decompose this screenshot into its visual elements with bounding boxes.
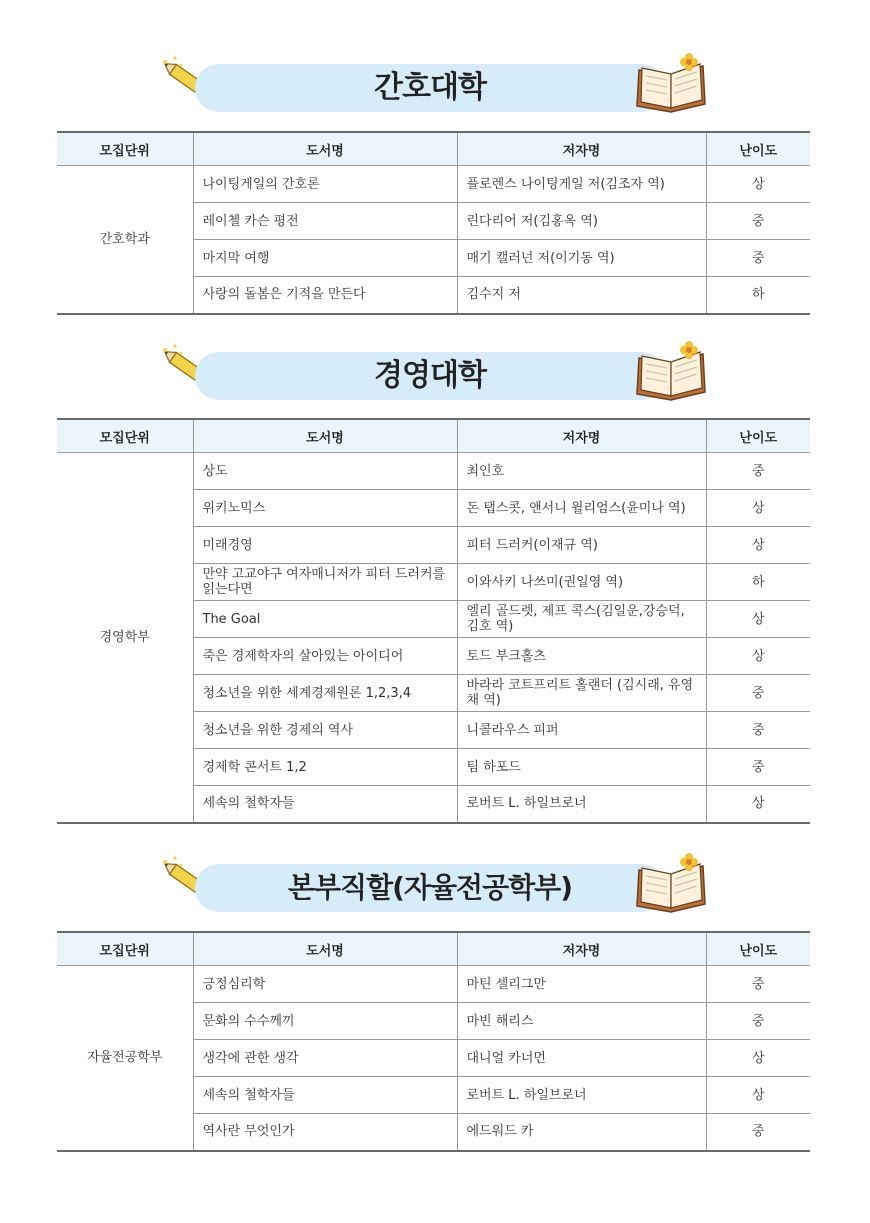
book-author: 매기 캘러넌 저(이기동 역) bbox=[457, 240, 706, 277]
book-author: 에드워드 카 bbox=[457, 1114, 706, 1151]
book-level: 상 bbox=[706, 527, 810, 564]
open-book-icon bbox=[633, 852, 709, 916]
book-title: 상도 bbox=[193, 453, 457, 490]
book-title: 만약 고교야구 여자매니저가 피터 드러커를 읽는다면 bbox=[193, 564, 457, 601]
unit-cell: 경영학부 bbox=[57, 453, 193, 823]
book-level: 상 bbox=[706, 166, 810, 203]
book-title: 미래경영 bbox=[193, 527, 457, 564]
header-author: 저자명 bbox=[457, 132, 706, 166]
book-author: 로버트 L. 하일브로너 bbox=[457, 786, 706, 823]
open-book-icon bbox=[633, 52, 709, 116]
book-author: 팀 하포드 bbox=[457, 749, 706, 786]
book-author: 플로렌스 나이팅게일 저(김조자 역) bbox=[457, 166, 706, 203]
header-title: 도서명 bbox=[193, 419, 457, 453]
book-author: 로버트 L. 하일브로너 bbox=[457, 1077, 706, 1114]
book-author: 린다리어 저(김홍옥 역) bbox=[457, 203, 706, 240]
header-level: 난이도 bbox=[706, 419, 810, 453]
table-header-row bbox=[57, 132, 810, 166]
booklist-table bbox=[57, 131, 810, 315]
book-level: 하 bbox=[706, 564, 810, 601]
section-banner bbox=[155, 52, 715, 122]
unit-cell: 간호학과 bbox=[57, 166, 193, 314]
book-level: 중 bbox=[706, 453, 810, 490]
book-level: 상 bbox=[706, 786, 810, 823]
table-header-row bbox=[57, 419, 810, 453]
book-title: 세속의 철학자들 bbox=[193, 1077, 457, 1114]
booklist-table bbox=[57, 931, 810, 1152]
table-row bbox=[57, 453, 810, 490]
book-level: 상 bbox=[706, 1077, 810, 1114]
book-level: 중 bbox=[706, 1003, 810, 1040]
book-title: 경제학 콘서트 1,2 bbox=[193, 749, 457, 786]
book-title: 사랑의 돌봄은 기적을 만든다 bbox=[193, 277, 457, 314]
book-author: 엘리 골드렛, 제프 콕스(김일운,강승덕,김호 역) bbox=[457, 601, 706, 638]
book-title: 레이첼 카슨 평전 bbox=[193, 203, 457, 240]
book-author: 이와사키 나쓰미(권일영 역) bbox=[457, 564, 706, 601]
booklist-table bbox=[57, 418, 810, 824]
book-title: 마지막 여행 bbox=[193, 240, 457, 277]
header-level: 난이도 bbox=[706, 132, 810, 166]
header-title: 도서명 bbox=[193, 932, 457, 966]
book-level: 상 bbox=[706, 1040, 810, 1077]
book-level: 상 bbox=[706, 490, 810, 527]
table-row bbox=[57, 166, 810, 203]
table-header-row bbox=[57, 932, 810, 966]
book-author: 니콜라우스 피퍼 bbox=[457, 712, 706, 749]
book-title: 역사란 무엇인가 bbox=[193, 1114, 457, 1151]
book-title: The Goal bbox=[193, 601, 457, 638]
book-title: 긍정심리학 bbox=[193, 966, 457, 1003]
header-unit: 모집단위 bbox=[57, 419, 193, 453]
book-author: 돈 탭스콧, 앤서니 윌리엄스(윤미나 역) bbox=[457, 490, 706, 527]
section-heading: 간호대학 bbox=[374, 70, 486, 105]
section-heading: 본부직할(자율전공학부) bbox=[287, 871, 573, 904]
book-author: 최인호 bbox=[457, 453, 706, 490]
book-level: 중 bbox=[706, 1114, 810, 1151]
unit-cell: 자율전공학부 bbox=[57, 966, 193, 1151]
header-author: 저자명 bbox=[457, 932, 706, 966]
book-title: 죽은 경제학자의 살아있는 아이디어 bbox=[193, 638, 457, 675]
book-author: 마틴 셀리그만 bbox=[457, 966, 706, 1003]
book-level: 하 bbox=[706, 277, 810, 314]
book-title: 청소년을 위한 경제의 역사 bbox=[193, 712, 457, 749]
book-level: 중 bbox=[706, 712, 810, 749]
book-author: 토드 부크홀츠 bbox=[457, 638, 706, 675]
book-author: 피터 드러커(이재규 역) bbox=[457, 527, 706, 564]
section-banner bbox=[155, 852, 715, 922]
header-author: 저자명 bbox=[457, 419, 706, 453]
table-row bbox=[57, 966, 810, 1003]
book-level: 상 bbox=[706, 601, 810, 638]
book-title: 생각에 관한 생각 bbox=[193, 1040, 457, 1077]
book-level: 중 bbox=[706, 203, 810, 240]
book-title: 문화의 수수께끼 bbox=[193, 1003, 457, 1040]
book-level: 중 bbox=[706, 749, 810, 786]
book-level: 상 bbox=[706, 638, 810, 675]
book-level: 중 bbox=[706, 240, 810, 277]
header-unit: 모집단위 bbox=[57, 932, 193, 966]
header-title: 도서명 bbox=[193, 132, 457, 166]
book-title: 위키노믹스 bbox=[193, 490, 457, 527]
book-title: 세속의 철학자들 bbox=[193, 786, 457, 823]
book-author: 마빈 해리스 bbox=[457, 1003, 706, 1040]
book-title: 나이팅게일의 간호론 bbox=[193, 166, 457, 203]
book-author: 대니얼 카너먼 bbox=[457, 1040, 706, 1077]
book-title: 청소년을 위한 세계경제원론 1,2,3,4 bbox=[193, 675, 457, 712]
book-author: 김수지 저 bbox=[457, 277, 706, 314]
book-author: 바라라 코트프리트 홀랜더 (김시래, 유영채 역) bbox=[457, 675, 706, 712]
open-book-icon bbox=[633, 340, 709, 404]
book-level: 중 bbox=[706, 966, 810, 1003]
section-banner bbox=[155, 340, 715, 410]
section-heading: 경영대학 bbox=[374, 358, 486, 393]
header-unit: 모집단위 bbox=[57, 132, 193, 166]
book-level: 중 bbox=[706, 675, 810, 712]
header-level: 난이도 bbox=[706, 932, 810, 966]
